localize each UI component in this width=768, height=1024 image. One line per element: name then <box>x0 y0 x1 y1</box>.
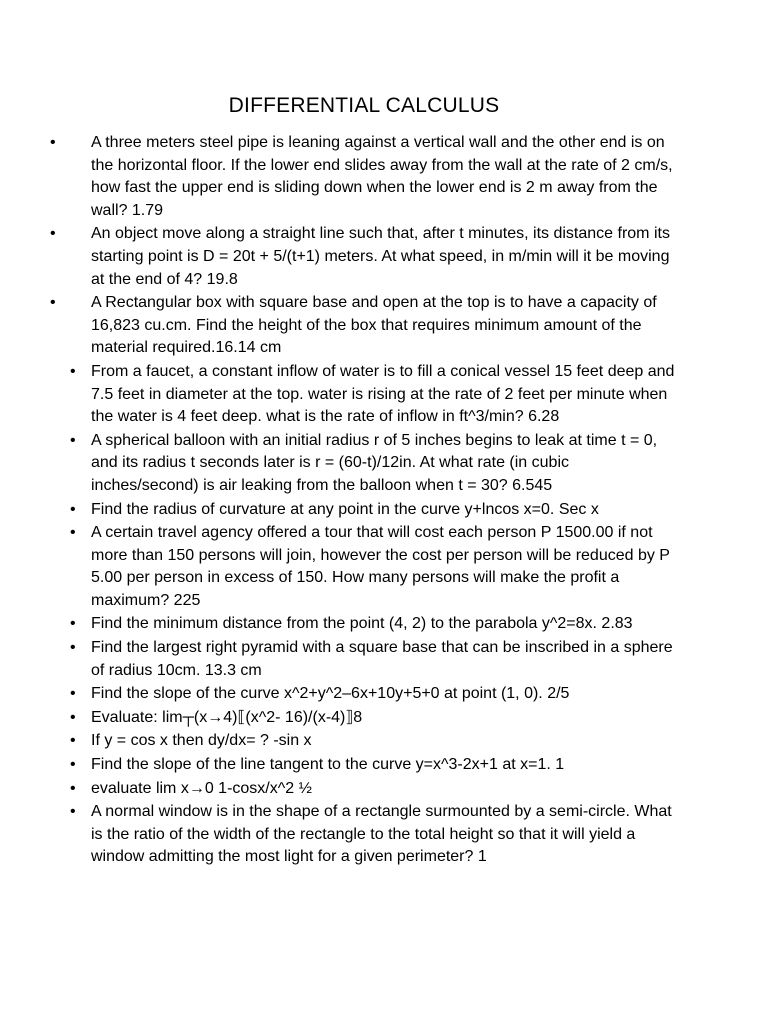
list-item: • A Rectangular box with square base and open at the top is to have a capacity of 16,823 cu.cm. Find the height of the box that requires minimum amount of the material required.16.14 cm <box>0 292 768 360</box>
list-item: • Find the largest right pyramid with a square base that can be inscribed in a sphere of radius 10cm. 13.3 cm <box>0 637 768 682</box>
list-item: • evaluate lim x→0 1-cosx/x^2 ½ <box>0 778 768 801</box>
list-item: • From a faucet, a constant inflow of water is to fill a conical vessel 15 feet deep and 7.5 feet in diameter at the top. water is rising at the rate of 2 feet per minute when the water is 4 feet deep. what is the rate of inflow in ft^3/min? 6.28 <box>0 361 768 429</box>
list-item: • Find the radius of curvature at any point in the curve y+lncos x=0. Sec x <box>0 499 768 522</box>
question-list <box>0 132 768 870</box>
list-item: • Find the slope of the curve x^2+y^2–6x+10y+5+0 at point (1, 0). 2/5 <box>0 683 768 706</box>
list-item: • A certain travel agency offered a tour that will cost each person P 1500.00 if not more than 150 persons will join, however the cost per person will be reduced by P 5.00 per person in excess of 150. How many persons will make the profit a maximum? 225 <box>0 522 768 612</box>
list-item: • A spherical balloon with an initial radius r of 5 inches begins to leak at time t = 0, and its radius t seconds later is r = (60-t)/12in. At what rate (in cubic inches/second) is air leaking from the balloon when t = 30? 6.545 <box>0 430 768 498</box>
list-item: • If y = cos x then dy/dx= ? -sin x <box>0 730 768 753</box>
list-item: • A three meters steel pipe is leaning against a vertical wall and the other end is on the horizontal floor. If the lower end slides away from the wall at the rate of 2 cm/s, how fast the upper end is sliding down when the lower end is 2 m away from the wall? 1.79 <box>0 132 768 222</box>
document-title: DIFFERENTIAL CALCULUS <box>228 94 500 117</box>
list-item: • Find the minimum distance from the point (4, 2) to the parabola y^2=8x. 2.83 <box>0 613 768 636</box>
list-item: • Evaluate: lim┬(x→4)⟦(x^2- 16)/(x-4)⟧8 <box>0 707 768 730</box>
list-item: • Find the slope of the line tangent to the curve y=x^3-2x+1 at x=1. 1 <box>0 754 768 777</box>
list-item: • A normal window is in the shape of a rectangle surmounted by a semi-circle. What is the ratio of the width of the rectangle to the total height so that it will yield a window admitting the most light for a given perimeter? 1 <box>0 801 768 869</box>
list-item: • An object move along a straight line such that, after t minutes, its distance from its starting point is D = 20t + 5/(t+1) meters. At what speed, in m/min will it be moving at the end of 4? 19.8 <box>0 223 768 291</box>
